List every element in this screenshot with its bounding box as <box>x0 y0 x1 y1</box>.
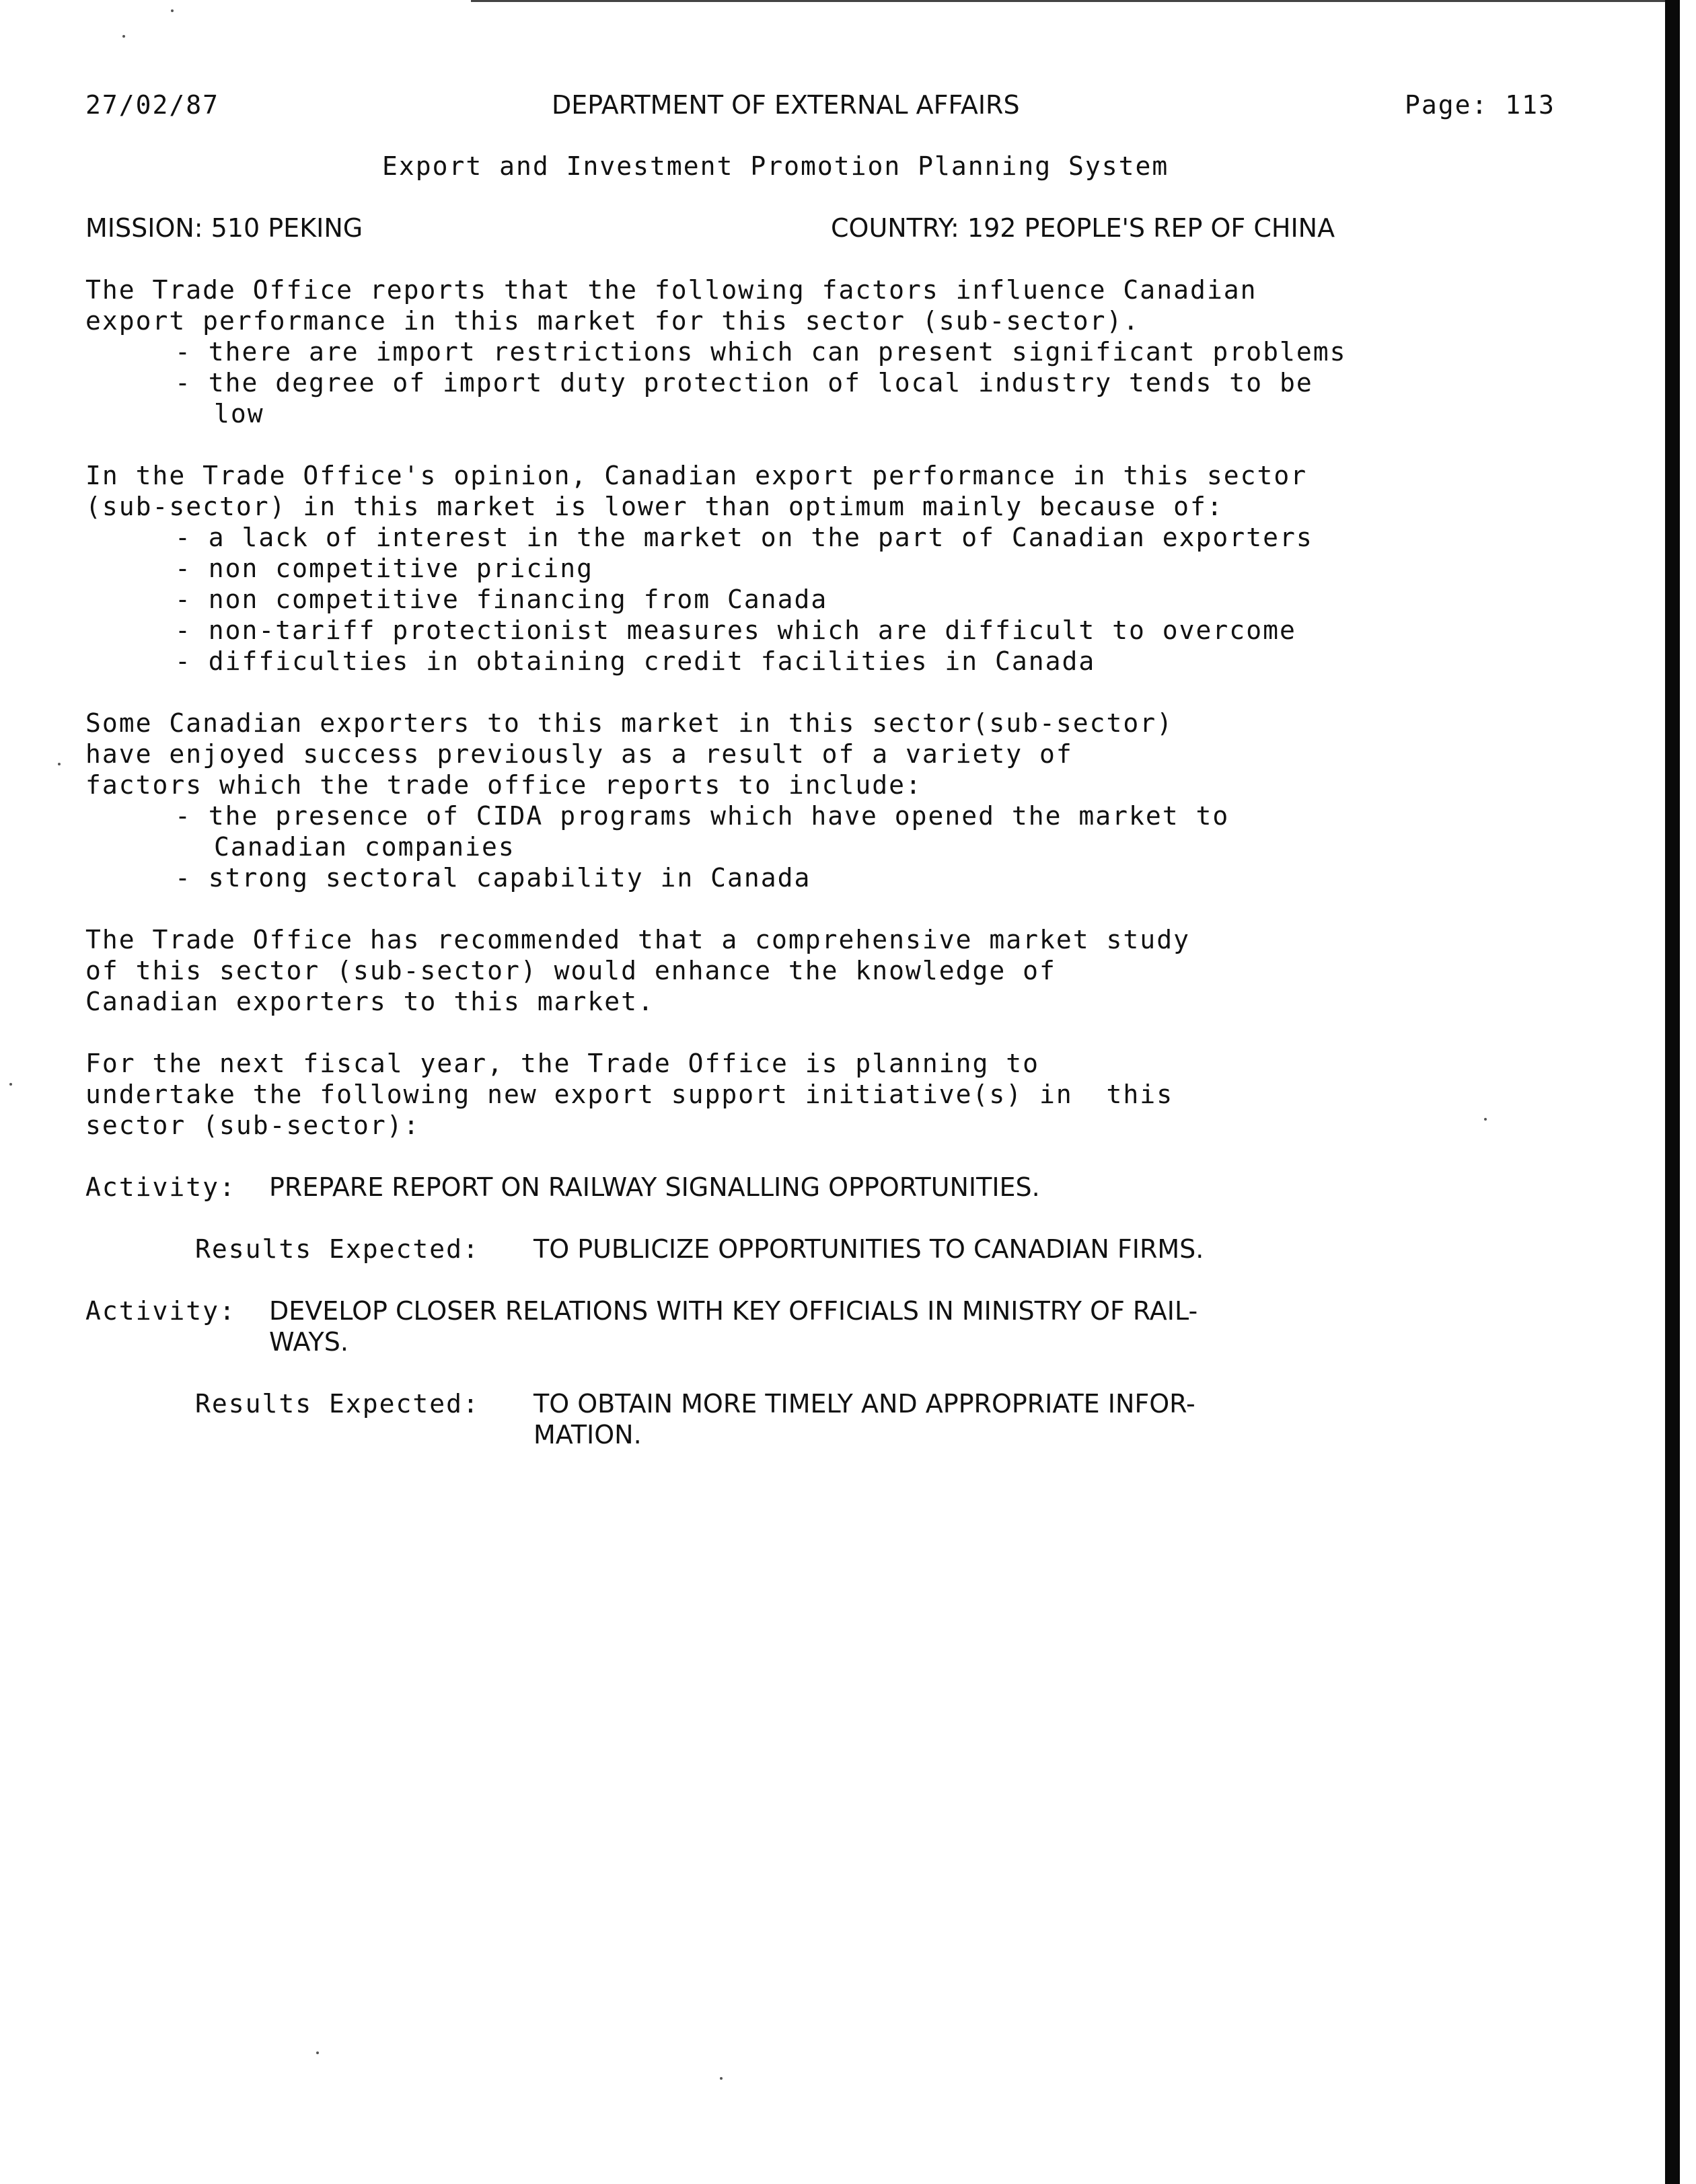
scan-speck <box>1484 1118 1487 1121</box>
department-name: DEPARTMENT OF EXTERNAL AFFAIRS <box>552 90 1020 120</box>
scan-speck <box>171 9 174 12</box>
section1-bullet-continuation: low <box>214 399 264 428</box>
section1-intro-line1: The Trade Office reports that the following factors influence Canadian <box>85 275 1257 305</box>
results-label: Results Expected: <box>195 1234 480 1264</box>
section2-bullet: - a lack of interest in the market on the part of Canadian exporters <box>175 523 1313 552</box>
section1-intro-line2: export performance in this market for this sector (sub-sector). <box>85 306 1140 336</box>
section2-bullet: - non-tariff protectionist measures which are difficult to overcome <box>175 615 1296 645</box>
activity-text: PREPARE REPORT ON RAILWAY SIGNALLING OPPORTUNITIES. <box>269 1172 1040 1202</box>
section2-intro-line2: (sub-sector) in this market is lower than optimum mainly because of: <box>85 492 1224 521</box>
section3-intro-line1: Some Canadian exporters to this market in this sector(sub-sector) <box>85 708 1174 738</box>
section5-line2: undertake the following new export support initiative(s) in this <box>85 1080 1174 1109</box>
results-label: Results Expected: <box>195 1389 480 1419</box>
activity-label: Activity: <box>85 1172 236 1202</box>
system-title: Export and Investment Promotion Planning System <box>382 151 1169 181</box>
mission-label: MISSION: 510 PEKING <box>85 213 363 243</box>
scan-speck <box>58 763 61 765</box>
section4-line1: The Trade Office has recommended that a comprehensive market study <box>85 925 1190 954</box>
section5-line1: For the next fiscal year, the Trade Office is planning to <box>85 1049 1040 1078</box>
section4-line3: Canadian exporters to this market. <box>85 987 655 1016</box>
scan-speck <box>9 1083 12 1086</box>
section3-intro-line3: factors which the trade office reports to include: <box>85 770 922 800</box>
scan-speck <box>122 35 125 38</box>
section2-bullet: - difficulties in obtaining credit facilities in Canada <box>175 646 1096 676</box>
page-number: Page: 113 <box>1405 90 1555 120</box>
section3-bullet: - the presence of CIDA programs which have opened the market to <box>175 801 1230 831</box>
section1-bullet: - there are import restrictions which can present significant problems <box>175 337 1347 367</box>
section4-line2: of this sector (sub-sector) would enhance the knowledge of <box>85 956 1056 985</box>
page-binding-edge <box>1665 0 1680 2184</box>
scan-speck <box>316 2051 319 2054</box>
section2-bullet: - non competitive pricing <box>175 554 593 583</box>
activity-label: Activity: <box>85 1296 236 1326</box>
results-continuation: MATION. <box>533 1420 642 1449</box>
activity-text: DEVELOP CLOSER RELATIONS WITH KEY OFFICIALS IN MINISTRY OF RAIL- <box>269 1296 1198 1326</box>
section3-bullet: - strong sectoral capability in Canada <box>175 863 811 893</box>
section2-bullet: - non competitive financing from Canada <box>175 585 828 614</box>
activity-continuation: WAYS. <box>269 1327 348 1357</box>
section3-intro-line2: have enjoyed success previously as a result of a variety of <box>85 739 1073 769</box>
results-text: TO PUBLICIZE OPPORTUNITIES TO CANADIAN FIRMS. <box>533 1234 1204 1264</box>
section3-bullet-continuation: Canadian companies <box>214 832 515 862</box>
country-label: COUNTRY: 192 PEOPLE'S REP OF CHINA <box>831 213 1335 243</box>
scan-speck <box>720 2077 723 2080</box>
results-text: TO OBTAIN MORE TIMELY AND APPROPRIATE INFOR- <box>533 1389 1195 1419</box>
section5-line3: sector (sub-sector): <box>85 1110 420 1140</box>
section1-bullet: - the degree of import duty protection of local industry tends to be <box>175 368 1313 398</box>
report-date: 27/02/87 <box>85 90 220 120</box>
section2-intro-line1: In the Trade Office's opinion, Canadian export performance in this sector <box>85 461 1308 490</box>
page-top-edge <box>471 0 1680 2</box>
